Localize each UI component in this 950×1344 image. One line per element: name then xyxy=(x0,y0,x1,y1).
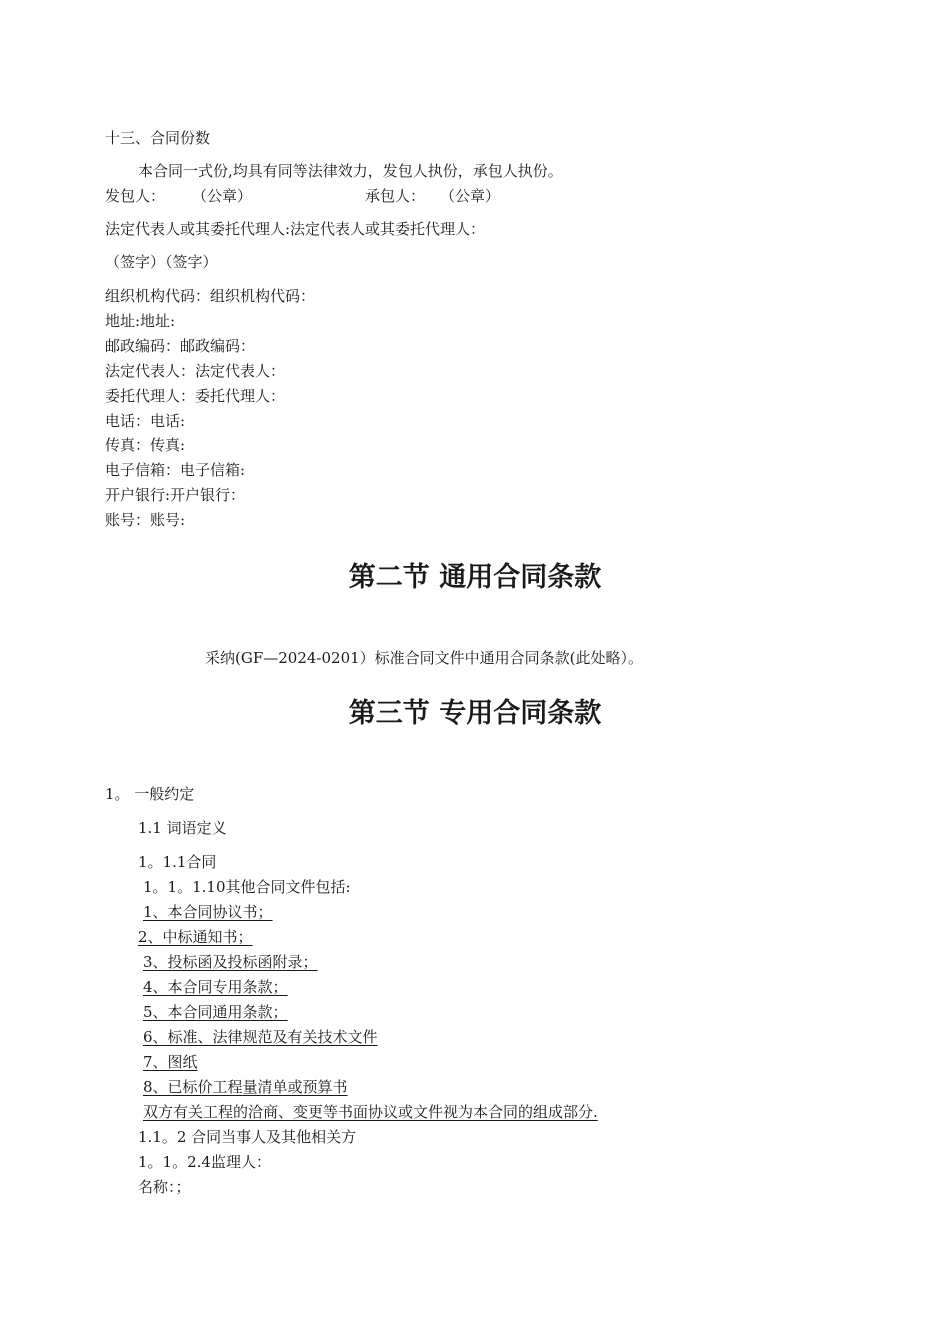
legal-rep-line: 法定代表人或其委托代理人:法定代表人或其委托代理人： xyxy=(105,220,486,238)
info-line-agent: 委托代理人：委托代理人： xyxy=(105,387,286,405)
document-item: 7、图纸 xyxy=(143,1053,198,1071)
info-line-legal-rep: 法定代表人：法定代表人： xyxy=(105,362,286,380)
copies-text: 本合同一式份,均具有同等法律效力，发包人执份，承包人执份。 xyxy=(138,162,563,180)
document-item: 1、本合同协议书； xyxy=(143,903,273,921)
item-1-1-2: 1.1。2 合同当事人及其他相关方 xyxy=(138,1128,357,1146)
item-1: 1。 一般约定 xyxy=(105,785,195,803)
section13-heading: 十三、合同份数 xyxy=(105,129,211,147)
document-item: 6、标准、法律规范及有关技术文件 xyxy=(143,1028,378,1046)
section2-note: 采纳(GF—2024-0201）标准合同文件中通用合同条款(此处略）。 xyxy=(205,649,644,667)
info-line-org-code: 组织机构代码：组织机构代码： xyxy=(105,287,316,305)
section3-title: 第三节 专用合同条款 xyxy=(348,698,602,729)
employer-seal: （公章） xyxy=(192,187,253,205)
signature-line: （签字）（签字） xyxy=(105,253,218,271)
item-1-1: 1.1 词语定义 xyxy=(138,819,227,837)
document-item: 3、投标函及投标函附录； xyxy=(143,953,318,971)
document-item: 2、中标通知书； xyxy=(138,928,253,946)
document-item: 双方有关工程的洽商、变更等书面协议或文件视为本合同的组成部分. xyxy=(143,1103,598,1121)
info-line-bank: 开户银行:开户银行： xyxy=(105,486,246,504)
document-item: 4、本合同专用条款； xyxy=(143,978,288,996)
contractor-seal: （公章） xyxy=(440,187,501,205)
info-line-phone: 电话：电话: xyxy=(105,412,186,430)
section2-title: 第二节 通用合同条款 xyxy=(348,562,602,593)
info-line-account: 账号：账号: xyxy=(105,511,186,529)
info-line-address: 地址:地址: xyxy=(105,312,176,330)
item-1-1-1-10: 1。1。1.10其他合同文件包括: xyxy=(143,878,351,896)
info-line-email: 电子信箱：电子信箱: xyxy=(105,461,246,479)
document-item: 8、已标价工程量清单或预算书 xyxy=(143,1078,348,1096)
item-1-1-2-4: 1。1。2.4监理人： xyxy=(138,1153,271,1171)
document-item: 5、本合同通用条款； xyxy=(143,1003,288,1021)
supervisor-name-line: 名称：； xyxy=(138,1178,191,1196)
info-line-postcode: 邮政编码：邮政编码： xyxy=(105,337,256,355)
item-1-1-1: 1。1.1合同 xyxy=(138,853,217,871)
employer-label: 发包人： xyxy=(105,187,166,205)
info-line-fax: 传真：传真: xyxy=(105,436,186,454)
contractor-label: 承包人： xyxy=(365,187,426,205)
